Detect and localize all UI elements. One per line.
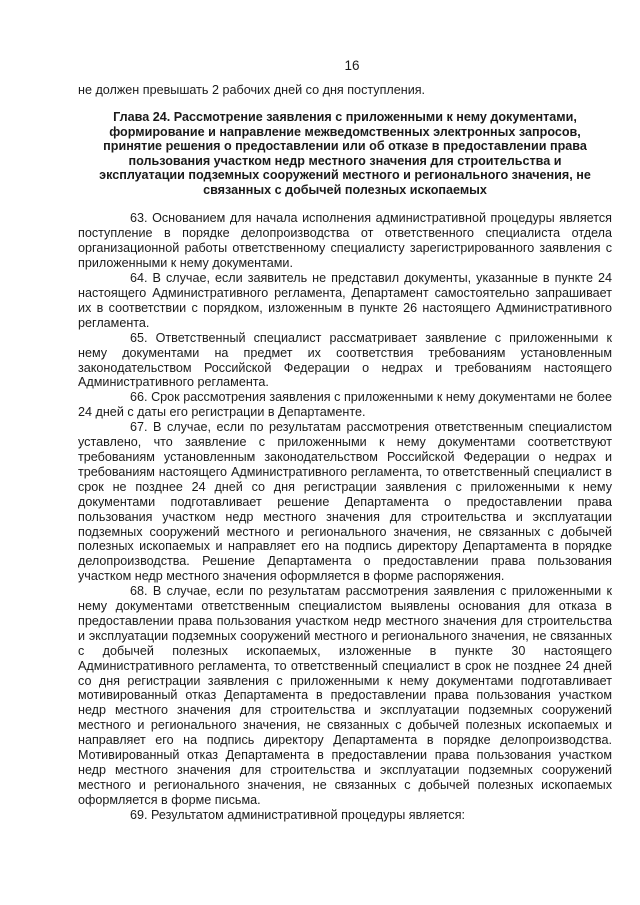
paragraph-63: 63. Основанием для начала исполнения административной процедуры является поступление в порядке делопроизводства от ответственного специалиста отдела организационной работы ответственному специалисту зарегистрированного заявления с приложенными к нему документами. [78,211,612,271]
document-page [78,58,612,823]
page-number: 16 [344,58,360,73]
paragraph-69: 69. Результатом административной процедуры является: [130,807,466,822]
lead-line: не должен превышать 2 рабочих дней со дня поступления. [78,83,426,97]
chapter-heading: Глава 24. Рассмотрение заявления с приложенными к нему документами, формирование и направление межведомственных электронных запросов, принятие решения о предоставлении или об отказе в предоставлении права пользования участком недр местного значения для строительства и эксплуатации подземных сооружений местного и регионального значения, не связанных с добычей полезных ископаемых [99,109,591,197]
paragraph-68: 68. В случае, если по результатам рассмотрения заявления с приложенными к нему документами ответственным специалистом выявлены основания для отказа в предоставлении права пользования участком недр местного значения для строительства и эксплуатации подземных сооружений местного и регионального значения, не связанных с добычей полезных ископаемых, изложенные в пункте 30 настоящего Административного регламента, то ответственный специалист в срок не позднее 24 дней со дня регистрации заявления с приложенными к нему документами подготавливает мотивированный отказ Департамента в предоставлении права пользования участком недр местного значения для строительства и эксплуатации подземных сооружений местного и регионального значения, не связанных с добычей полезных ископаемых и направляет его на подпись директору Департамента в порядке делопроизводства. Мотивированный отказ Департамента в предоставлении права пользования участком недр местного значения для строительства и эксплуатации подземных сооружений местного и регионального значения, не связанных с добычей полезных ископаемых оформляется в форме письма. [78,584,612,807]
paragraph-64: 64. В случае, если заявитель не представил документы, указанные в пункте 24 настоящего Административного регламента, Департамент самостоятельно запрашивает их в соответствии с порядком, изложенным в пункте 26 настоящего Административного регламента. [78,271,612,330]
paragraph-67: 67. В случае, если по результатам рассмотрения ответственным специалистом уставлено, что заявление с приложенными к нему документами соответствуют требованиям установленным законодательством Российской Федерации о недрах и требованиям настоящего Административного регламента, то ответственный специалист в срок не позднее 24 дней со дня регистрации заявления с приложенными к нему документами подготавливает решение Департамента о предоставлении права пользования участком недр местного значения для строительства и эксплуатации подземных сооружений местного и регионального значения, не связанных с добычей полезных ископаемых и направляет его на подпись директору Департамента в порядке делопроизводства. Решение Департамента о предоставлении права пользования участком недр местного значения оформляется в форме распоряжения. [78,420,612,584]
paragraph-66: 66. Срок рассмотрения заявления с приложенными к нему документами не более 24 дней с даты его регистрации в Департаменте. [78,390,612,420]
paragraph-65: 65. Ответственный специалист рассматривает заявление с приложенными к нему документами на предмет их соответствия требованиям установленным законодательством Российской Федерации о недрах и требованиям настоящего Административного регламента. [78,330,612,390]
